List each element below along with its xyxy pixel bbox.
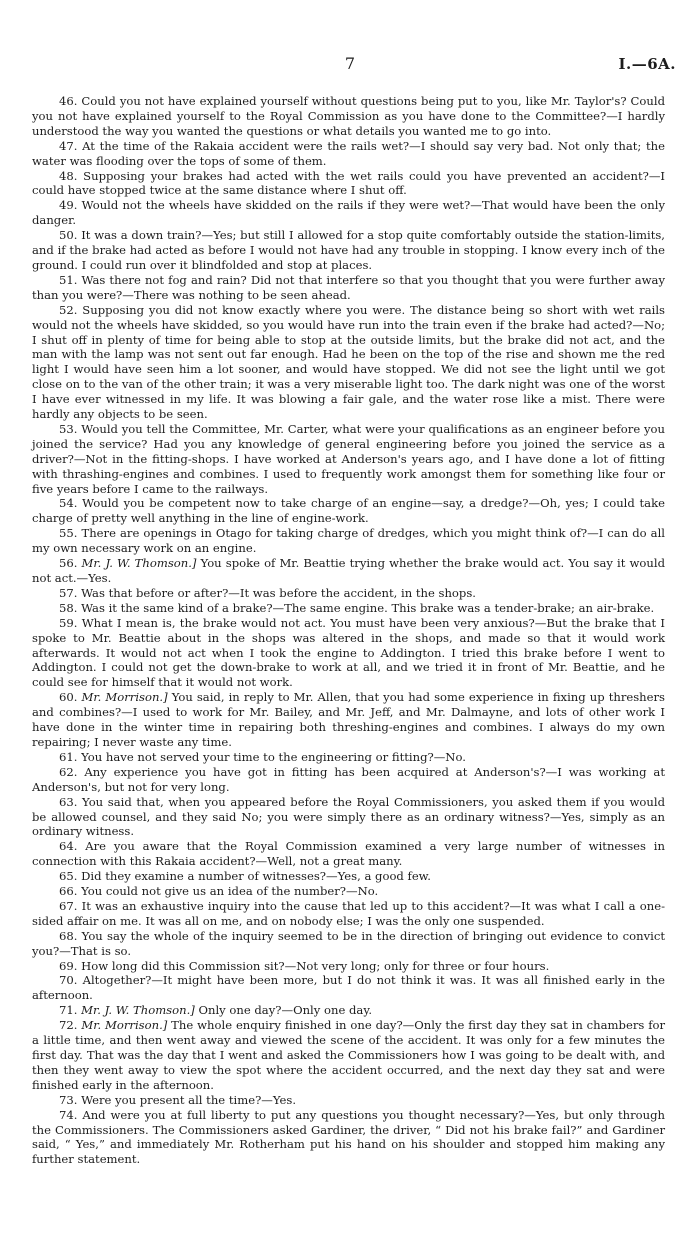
paragraph-47: 47. At the time of the Rakaia accident were the rails wet?—I should say very bad. Not only that; the water was flooding over the tops of some of them.	[32, 138, 665, 168]
speaker-name: Mr. J. W. Thomson.]	[81, 556, 197, 571]
paragraph-52: 52. Supposing you did not know exactly where you were. The distance being so short with wet rails would not the wheels have skidded, so you would have run into the train even if the brake had acted?—No; I shut off in plenty of time for being able to stop at the outside limits, but the brake did not act, and the man with the lamp was not sent out far enough. Had he been on the top of the rise and shown me the red light I would have seen him a lot sooner, and would have stopped. We did not see the light until we got close on to the van of the other train; it was a very miserable light too. The dark night was one of the worst I have ever witnessed in my life. It was blowing a fair gale, and the water rose like a mist. There were hardly any objects to be seen.	[32, 302, 665, 422]
paragraph-55: 55. There are openings in Otago for taking charge of dredges, which you might think of?—I can do all my own necessary work on an engine.	[32, 526, 665, 556]
paragraph-61: 61. You have not served your time to the engineering or fitting?—No.	[59, 749, 466, 764]
speaker-name: Mr. Morrison.]	[81, 1018, 168, 1033]
paragraph-64: 64. Are you aware that the Royal Commission examined a very large number of witnesses in connection with this Rakaia accident?—Well, not a great many.	[32, 839, 665, 869]
paragraph-48: 48. Supposing your brakes had acted with the wet rails could you have prevented an accident?—I could have stopped twice at the same distance where I shut off.	[32, 168, 665, 198]
paragraph-51: 51. Was there not fog and rain? Did not that interfere so that you thought that you were further away than you were?—There was nothing to be seen ahead.	[32, 272, 665, 302]
page-number: 7	[344, 54, 356, 73]
paragraph-68: 68. You say the whole of the inquiry seemed to be in the direction of bringing out evidence to convict you?—That is so.	[32, 928, 665, 958]
paragraph-60: 60. Mr. Morrison.] You said, in reply to Mr. Allen, that you had some experience in fixing up threshers and combines?—I used to work for Mr. Bailey, and Mr. Jeff, and Mr. Dalmayne, and lots of other work I have done in the winter time in repairing both threshing-engines and combines. I always do my own repairing; I never waste any time.	[32, 690, 665, 749]
paragraph-66: 66. You could not give us an idea of the number?—No.	[59, 884, 379, 899]
paragraph-46: 46. Could you not have explained yourself without questions being put to you, like Mr. Taylor's? Could you not have explained yourself to the Royal Commission as you have done to the Committee?—I hardly understood the way you wanted the questions or what details you wanted me to go into.	[32, 94, 665, 138]
paragraph-63: 63. You said that, when you appeared before the Royal Commissioners, you asked them if you would be allowed counsel, and they said No; you were simply there as an ordinary witness?—Yes, simply as an ordinary witness.	[32, 794, 665, 839]
paragraph-50: 50. It was a down train?—Yes; but still I allowed for a stop quite comfortably outside the station-limits, and if the brake had acted as before I would not have had any trouble in stopping. I know every inch of the ground. I could run over it blindfolded and stop at places.	[32, 228, 665, 272]
paragraph-59: 59. What I mean is, the brake would not act. You must have been very anxious?—But the brake that I spoke to Mr. Beattie about in the shops was altered in the shops, and made so that it would work afterwards. It would not act when I took the engine to Addington. I tried this brake before I went to Addington. I could not get the down-brake to work at all, and we tried it in front of Mr. Beattie, and he could see for himself that it would not work.	[32, 615, 665, 690]
paragraph-53: 53. Would you tell the Committee, Mr. Carter, what were your qualifications as an engineer before you joined the service? Had you any knowledge of general engineering before you joined the service as a driver?—Not in the fitting-shops. I have worked at Anderson's years ago, and I have done a lot of fitting with thrashing-engines and combines. I used to frequently work amongst them for something like four or five years before I came to the railways.	[32, 421, 665, 496]
speaker-name: Mr. J. W. Thomson.]	[81, 1003, 195, 1018]
paragraph-65: 65. Did they examine a number of witnesses?—Yes, a good few.	[59, 869, 431, 884]
paragraph-57: 57. Was that before or after?—It was before the accident, in the shops.	[59, 585, 476, 600]
evidence-transcript	[32, 94, 665, 1167]
paragraph-62: 62. Any experience you have got in fitting has been acquired at Anderson's?—I was working at Anderson's, but not for very long.	[32, 764, 665, 794]
paragraph-72: 72. Mr. Morrison.] The whole enquiry finished in one day?—Only the first day they sat in chambers for a little time, and then went away and viewed the scene of the accident. It was only for a few minutes the first day. That was the day that I went and asked the Commissioners how I was going to be dealt with, and then they went away to view the spot where the accident occurred, and the next day they sat and were finished early in the afternoon.	[32, 1018, 666, 1092]
paragraph-56: 56. Mr. J. W. Thomson.] You spoke of Mr. Beattie trying whether the brake would act. You say it would not act.—Yes.	[32, 556, 666, 585]
speaker-name: Mr. Morrison.]	[81, 690, 168, 705]
paragraph-67: 67. It was an exhaustive inquiry into the cause that led up to this accident?—It was what I call a one-sided affair on me. It was all on me, and on nobody else; I was the only one suspended.	[32, 898, 665, 928]
document-reference: I.—6A.	[618, 55, 676, 73]
paragraph-49: 49. Would not the wheels have skidded on the rails if they were wet?—That would have been the only danger.	[32, 198, 665, 228]
paragraph-54: 54. Would you be competent now to take charge of an engine—say, a dredge?—Oh, yes; I could take charge of pretty well anything in the line of engine-work.	[32, 496, 665, 526]
paragraph-71: 71. Mr. J. W. Thomson.] Only one day?—Only one day.	[59, 1003, 373, 1018]
paragraph-70: 70. Altogether?—It might have been more, but I do not think it was. It was all finished early in the afternoon.	[32, 973, 665, 1003]
paragraph-69: 69. How long did this Commission sit?—Not very long; only for three or four hours.	[59, 958, 550, 973]
paragraph-74: 74. And were you at full liberty to put any questions you thought necessary?—Yes, but only through the Commissioners. The Commissioners asked Gardiner, the driver, “ Did not his brake fail?” and Gardiner said, “ Yes,” and immediately Mr. Rotherham put his hand on his shoulder and stopped him making any further statement.	[32, 1107, 665, 1167]
paragraph-73: 73. Were you present all the time?—Yes.	[59, 1092, 297, 1107]
paragraph-58: 58. Was it the same kind of a brake?—The same engine. This brake was a tender-brake; an air-brake.	[59, 600, 655, 615]
